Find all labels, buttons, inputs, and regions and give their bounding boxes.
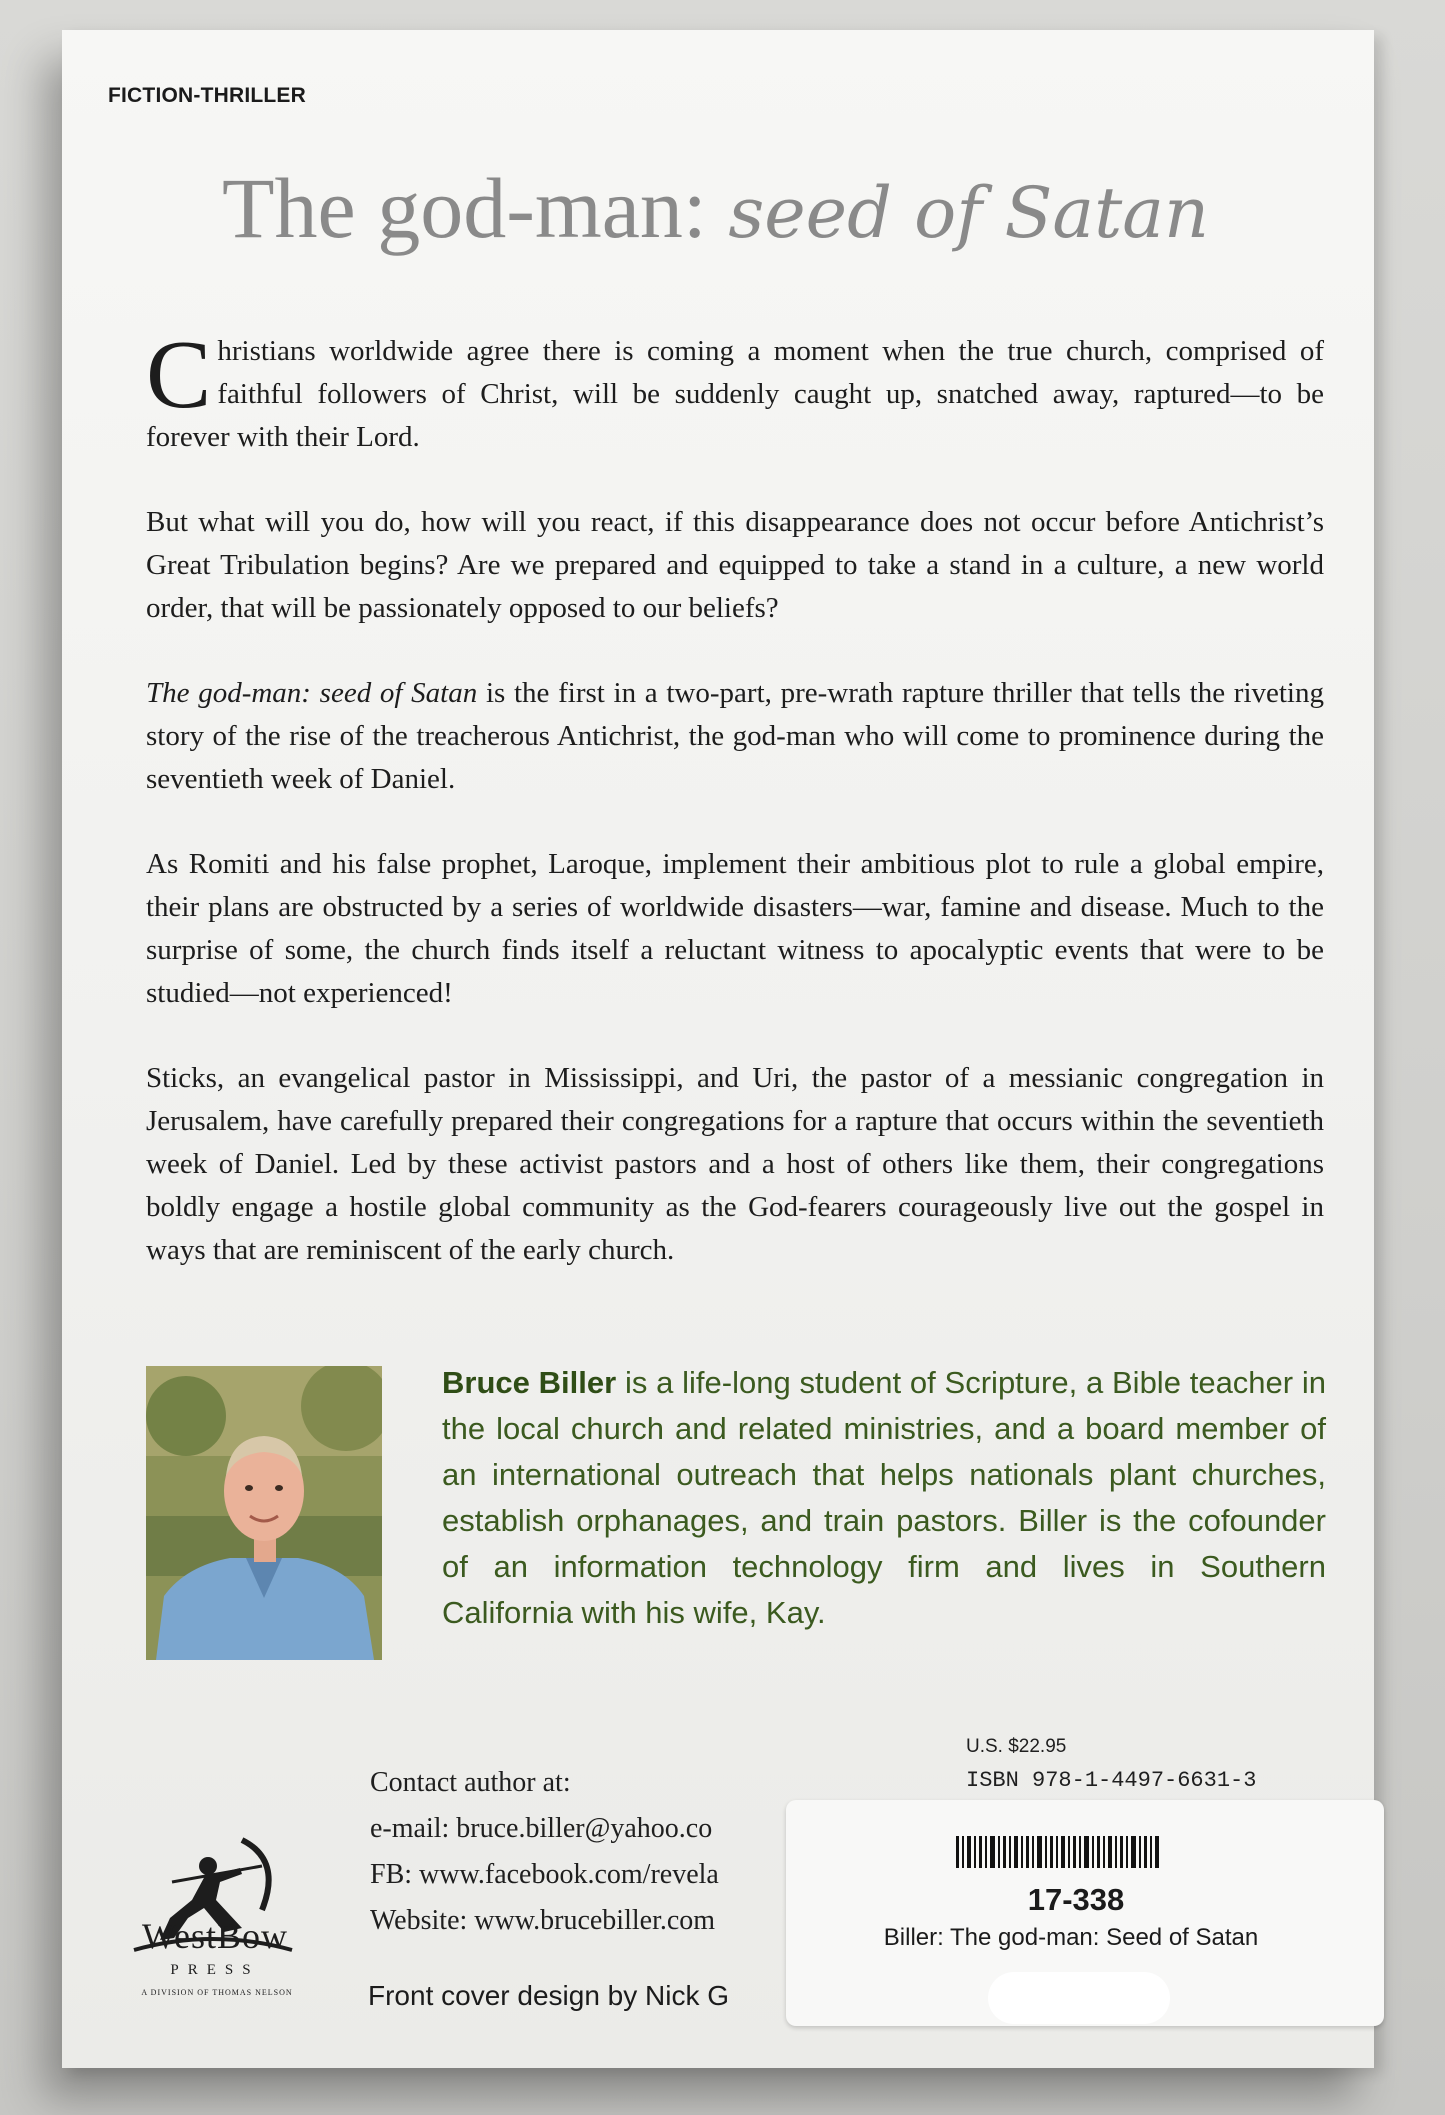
contact-block bbox=[370, 1760, 719, 1944]
blurb-p1-text: hristians worldwide agree there is coming a moment when the true church, comprised of faithful followers of Christ, will be suddenly caught up, snatched away, raptured—to be forever with their Lord. bbox=[146, 335, 1324, 453]
blurb-p3-text: is the first in a two-part, pre-wrath rapture thriller that tells the riveting story of the rise of the treacherous Antichrist, the god-man who will come to prominence during the seventieth week of Daniel. bbox=[146, 677, 1324, 795]
blurb-paragraph-3 bbox=[146, 672, 1324, 801]
blurb-book-title: The god-man: seed of Satan bbox=[146, 677, 478, 709]
contact-website: Website: www.brucebiller.com bbox=[370, 1905, 716, 1936]
redaction-mark bbox=[988, 1972, 1170, 2024]
author-bio bbox=[442, 1360, 1326, 1636]
blurb-paragraph-1 bbox=[146, 321, 1324, 459]
sticker-code: 17-338 bbox=[1027, 1882, 1125, 1917]
book-title bbox=[222, 158, 1209, 258]
inventory-sticker bbox=[786, 1800, 1384, 2026]
sticker-label: Biller: The god-man: Seed of Satan bbox=[883, 1924, 1259, 1951]
barcode-icon bbox=[956, 1836, 1160, 1868]
author-photo bbox=[146, 1366, 382, 1660]
genre-label: FICTION-THRILLER bbox=[108, 84, 307, 107]
blurb-paragraph-4: As Romiti and his false prophet, Laroque, implement their ambitious plot to rule a global empire, their plans are obstructed by a series of worldwide disasters—war, famine and disease. Much to the surprise of some, the church finds itself a reluctant witness to apocalyptic events that were to be studied—not experienced! bbox=[146, 848, 1324, 1009]
contact-heading: Contact author at: bbox=[370, 1767, 571, 1798]
isbn: ISBN 978-1-4497-6631-3 bbox=[966, 1768, 1257, 1793]
title-subtitle: seed of Satan bbox=[728, 172, 1210, 254]
book-back-cover bbox=[62, 30, 1374, 2068]
author-photo-illustration bbox=[146, 1366, 382, 1660]
blurb bbox=[146, 321, 1324, 1314]
contact-email: e-mail: bruce.biller@yahoo.co bbox=[370, 1813, 713, 1844]
blurb-paragraph-5: Sticks, an evangelical pastor in Mississippi, and Uri, the pastor of a messianic congregation in Jerusalem, have carefully prepared their congregations for a rapture that occurs within the seventieth week of Daniel. Led by these activist pastors and a host of others like them, their congregations boldly engage a hostile global community as the God-fearers courageously live out the gospel in ways that are reminiscent of the early church. bbox=[146, 1062, 1324, 1266]
contact-facebook: FB: www.facebook.com/revela bbox=[370, 1859, 719, 1890]
publisher-press: PRESS bbox=[170, 1962, 260, 1978]
blurb-paragraph-2: But what will you do, how will you react, if this disappearance does not occur before Antichrist’s Great Tribulation begins? Are we prepared and equipped to take a stand in a culture, a new world order, that will be passionately opposed to our beliefs? bbox=[146, 506, 1324, 624]
author-bio-text: is a life-long student of Scripture, a Bible teacher in the local church and related ministries, and a board member of an international outreach that helps nationals plant churches, establish orphanages, and train pastors. Biller is the cofounder of an information technology firm and lives in Southern California with his wife, Kay. bbox=[442, 1365, 1327, 1630]
price: U.S. $22.95 bbox=[966, 1736, 1067, 1757]
drop-cap: C bbox=[146, 321, 212, 429]
title-main: The god-man: bbox=[222, 160, 729, 256]
cover-design-credit: Front cover design by Nick G bbox=[368, 1980, 730, 2011]
publisher-division: A DIVISION OF THOMAS NELSON bbox=[141, 1988, 293, 1997]
author-name: Bruce Biller bbox=[442, 1365, 617, 1400]
publisher-name: WestBow bbox=[141, 1916, 289, 1956]
